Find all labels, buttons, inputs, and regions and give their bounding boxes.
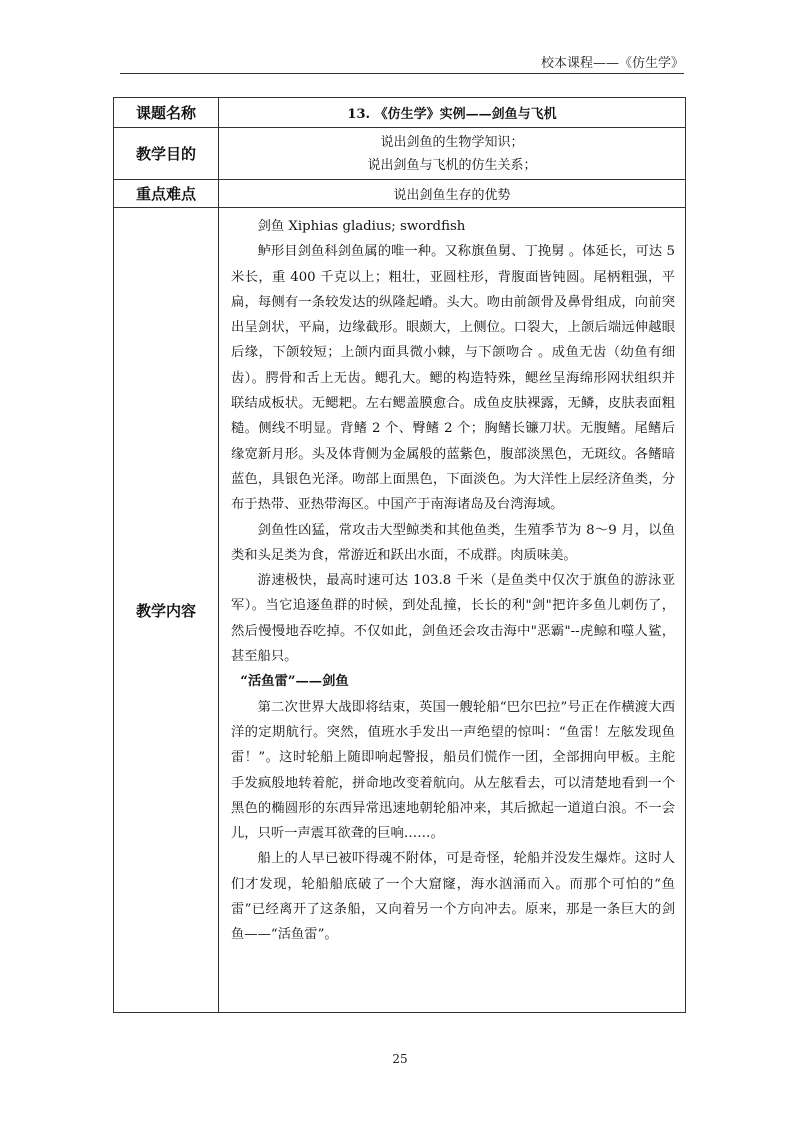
header-divider (120, 73, 684, 74)
focus-row (114, 180, 686, 208)
goals-label: 教学目的 (114, 128, 219, 180)
content-label: 教学内容 (114, 208, 219, 1013)
content-row (114, 208, 686, 1013)
section-heading: “活鱼雷”——剑鱼 (240, 674, 349, 690)
goal-line-2: 说出剑鱼与飞机的仿生关系； (367, 157, 537, 173)
content-paragraph: 鲈形目剑鱼科剑鱼属的唯一种。又称旗鱼舅、丁挽舅 。体延长，可达 5 米长，重 400 千克以上；粗壮，亚圆柱形，背腹面皆钝圆。尾柄粗强，平扁，每侧有一条较发达的纵隆起嵴。头大。吻由前颌骨及鼻骨组成，向前突出呈剑状，平扁，边缘截形。眼颇大，上侧位。口裂大，上颌后端远伸越眼后缘，下颌较短；上颌内面具微小棘，与下颌吻合 。成鱼无齿（幼鱼有细齿）。腭骨和舌上无齿。鳃孔大。鳃的构造特殊，鳃丝呈海绵形网状组织并联结成板状。无鳃耙。左右鳃盖膜愈合。成鱼皮肤裸露，无鳞，皮肤表面粗糙。侧线不明显。背鳍 2 个、臀鳍 2 个；胸鳍长镰刀状。无腹鳍。尾鳍后缘宽新月形。头及体背侧为金属般的蓝紫色，腹部淡黑色，无斑纹。各鳍暗蓝色，具银色光泽。吻部上面黑色，下面淡色。为大洋性上层经济鱼类，分布于热带、亚热带海区。中国产于南海诸岛及台湾海域。 (231, 244, 675, 513)
lesson-plan-table (113, 97, 686, 1013)
content-paragraph: 剑鱼性凶猛，常攻击大型鲸类和其他鱼类，生殖季节为 8～9 月，以鱼类和头足类为食，常游近和跃出水面，不成群。肉质味美。 (231, 522, 675, 563)
content-body (219, 208, 686, 1013)
goals-value (219, 128, 686, 180)
focus-value: 说出剑鱼生存的优势 (219, 180, 686, 208)
content-paragraph: 第二次世界大战即将结束，英国一艘轮船“巴尔巴拉”号正在作横渡大西洋的定期航行。突然，值班水手发出一声绝望的惊叫：“鱼雷！左舷发现鱼雷！”。这时轮船上随即响起警报，船员们慌作一团，全部拥向甲板。主舵手发疯般地转着舵，拼命地改变着航向。从左舷看去，可以清楚地看到一个黑色的椭圆形的东西异常迅速地朝轮船冲来，其后掀起一道道白浪。不一会儿，只听一声震耳欲聋的巨响……。 (231, 699, 675, 842)
content-paragraph: 剑鱼 Xiphias gladius; swordfish (257, 219, 466, 234)
goals-row (114, 128, 686, 180)
content-paragraph: 游速极快，最高时速可达 103.8 千米（是鱼类中仅次于旗鱼的游泳亚军）。当它追逐鱼群的时候，到处乱撞，长长的利"剑"把许多鱼儿刺伤了，然后慢慢地吞吃掉。不仅如此，剑鱼还会攻击海中"恶霸"--虎鲸和噬人鲨，甚至船只。 (231, 573, 675, 665)
course-header-title: 校本课程——《仿生学》 (540, 56, 684, 71)
topic-value: 13. 《仿生学》实例——剑鱼与飞机 (219, 98, 686, 128)
focus-label: 重点难点 (114, 180, 219, 208)
content-paragraph: 船上的人早已被吓得魂不附体，可是奇怪，轮船并没发生爆炸。这时人们才发现，轮船船底破了一个大窟窿，海水汹涌而入。而那个可怕的“鱼雷”已经离开了这条船，又向着另一个方向冲去。原来，那是一条巨大的剑鱼——“活鱼雷”。 (231, 851, 675, 943)
topic-row (114, 98, 686, 128)
goal-line-1: 说出剑鱼的生物学知识； (380, 134, 524, 150)
page-number: 25 (392, 1052, 408, 1066)
topic-label: 课题名称 (114, 98, 219, 128)
